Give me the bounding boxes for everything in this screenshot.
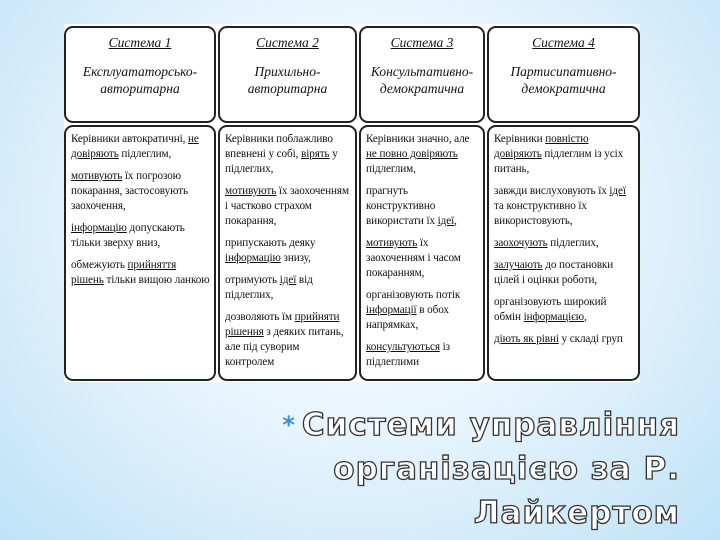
system-header bbox=[64, 26, 216, 123]
description-paragraph: залучають до постановки цілей і оцінки роботи, bbox=[494, 259, 614, 286]
description-paragraph: мотивують їх погрозою покарання, застосовують заохочення, bbox=[71, 170, 189, 212]
description-paragraph: Керівники автократичні, не довіряють підлеглим, bbox=[71, 133, 199, 160]
description-paragraph: Керівники значно, але не повно довіряють підлеглим, bbox=[366, 133, 470, 175]
likert-systems-table bbox=[64, 24, 640, 382]
system-description bbox=[359, 125, 485, 381]
system-description bbox=[218, 125, 357, 381]
description-paragraph: обмежують прийняття рішень тільки вищою ланкою bbox=[71, 259, 210, 286]
description-paragraph: припускають деяку інформацію знизу, bbox=[225, 237, 316, 264]
slide-title bbox=[150, 403, 680, 535]
description-paragraph: завжди вислуховують їх ідеї та конструктивно їх використовують, bbox=[494, 185, 626, 227]
column-system-1 bbox=[64, 24, 216, 382]
system-type: Прихильно- авторитарна bbox=[247, 64, 328, 96]
description-paragraph: прагнуть конструктивно використати їх ідеї, bbox=[366, 185, 457, 227]
description-paragraph: отримують ідеї від підлеглих, bbox=[225, 274, 313, 301]
system-name: Система 1 bbox=[108, 35, 172, 50]
system-description bbox=[64, 125, 216, 381]
description-paragraph: діють як рівні у складі груп bbox=[494, 333, 623, 345]
system-name: Система 4 bbox=[532, 35, 595, 50]
system-name: Система 3 bbox=[390, 35, 454, 50]
description-paragraph: Керівники повністю довіряють підлеглим із усіх питань, bbox=[494, 133, 624, 175]
description-paragraph: Керівники поблажливо впевнені у собі, вірять у підлеглих, bbox=[225, 133, 338, 175]
description-paragraph: організовують потік інформації в обох напрямках, bbox=[366, 289, 461, 331]
system-header bbox=[359, 26, 485, 123]
description-paragraph: заохочують підлеглих, bbox=[494, 237, 599, 249]
system-header bbox=[218, 26, 357, 123]
description-paragraph: мотивують їх заохоченням і часом покаранням, bbox=[366, 237, 461, 279]
system-type: Партисипативно- демократична bbox=[510, 64, 617, 96]
column-system-4 bbox=[487, 24, 640, 382]
description-paragraph: консультуються із підлеглими bbox=[366, 341, 450, 368]
title-line-1: Системи управління bbox=[301, 407, 680, 443]
system-name: Система 2 bbox=[256, 35, 319, 50]
system-type: Консультативно- демократична bbox=[370, 64, 474, 96]
system-description bbox=[487, 125, 640, 381]
column-system-3 bbox=[359, 24, 485, 382]
description-paragraph: мотивують їх заохоченням і частково страхом покарання, bbox=[225, 185, 349, 227]
system-type: Експлуататорсько- авторитарна bbox=[82, 64, 198, 96]
description-paragraph: організовують широкий обмін інформацією, bbox=[494, 296, 607, 323]
description-paragraph: інформацію допускають тільки зверху вниз, bbox=[71, 222, 185, 249]
star-bullet-icon: * bbox=[282, 411, 296, 439]
system-header bbox=[487, 26, 640, 123]
description-paragraph: дозволяють їм прийняти рішення з деяких питань, але під суворим контролем bbox=[225, 311, 344, 368]
title-line-2: організацією за Р. Лайкертом bbox=[333, 451, 680, 531]
column-system-2 bbox=[218, 24, 357, 382]
